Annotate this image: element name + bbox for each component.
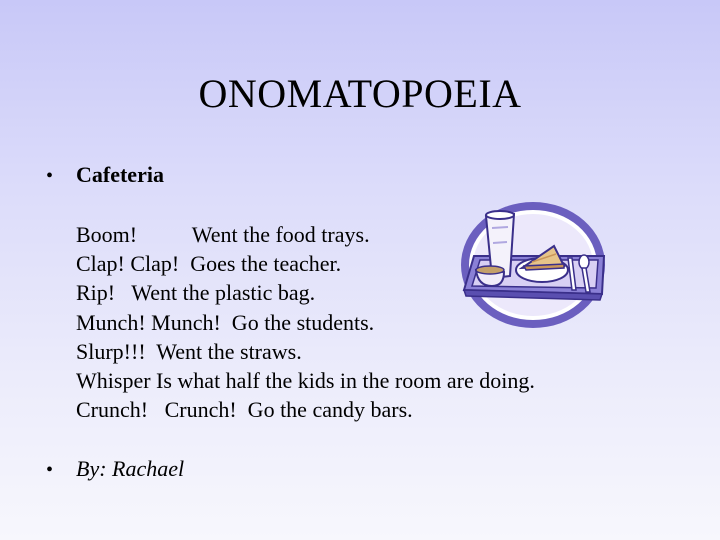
cafeteria-tray-icon xyxy=(458,198,608,332)
bullet-author xyxy=(46,456,184,482)
bullet-dot: • xyxy=(46,459,54,481)
bullet-dot: • xyxy=(46,165,54,187)
poem-line: Whisper Is what half the kids in the room are doing. xyxy=(76,368,535,394)
poem-line: Slurp!!! Went the straws. xyxy=(76,338,302,364)
poem-line: Clap! Clap! Goes the teacher. xyxy=(76,251,342,277)
poem-line: Rip! Went the plastic bag. xyxy=(76,280,316,306)
poem-line: Boom! Went the food trays. xyxy=(76,222,370,247)
poem-line: Munch! Munch! Go the students. xyxy=(76,309,375,335)
bullet-cafeteria xyxy=(46,162,164,188)
poem-line: Crunch! Crunch! Go the candy bars. xyxy=(76,397,413,423)
section-label: Cafeteria xyxy=(76,162,164,187)
author-byline: By: Rachael xyxy=(76,456,185,481)
slide-title: ONOMATOPOEIA xyxy=(198,71,522,116)
